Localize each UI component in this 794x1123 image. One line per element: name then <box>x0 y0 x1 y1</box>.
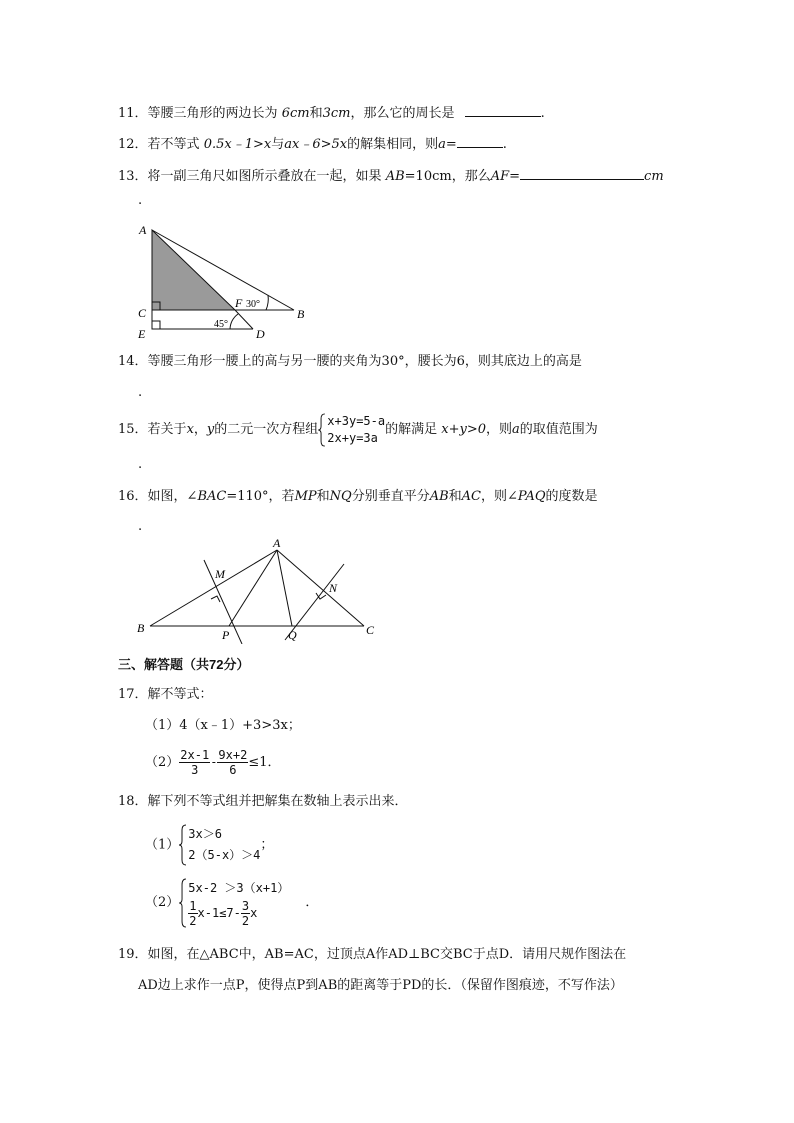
question-15: 15．若关于x，y的二元一次方程组 x+3y=5-a 2x+y=3a 的解满足 x+y>0，则a的取值范围为 <box>118 413 598 445</box>
label-M: M <box>215 567 225 581</box>
label-F: F <box>235 296 243 310</box>
right-angle-E <box>152 321 160 329</box>
label-B: B <box>137 621 145 635</box>
question-12: 12．若不等式 0.5x﹣1>x与ax﹣6>5x的解集相同，则a= . <box>118 134 507 154</box>
question-17: 17．解不等式： <box>118 687 213 702</box>
figure-13-triangles <box>132 220 322 345</box>
q14-end-dot: . <box>138 385 143 400</box>
label-E: E <box>138 327 146 341</box>
label-45: 45° <box>214 319 228 330</box>
label-A: A <box>273 538 281 550</box>
brace-icon <box>179 878 187 928</box>
label-D: D <box>256 327 265 341</box>
label-P: P <box>222 628 230 642</box>
arc-45 <box>230 314 238 329</box>
q17-part1: （1）4（x﹣1）+3>3x； <box>145 718 301 733</box>
answer-blank-12[interactable] <box>457 134 503 148</box>
q18-part1: （1） 3x＞6 2（5-x）＞4 ； <box>145 824 273 866</box>
q18-part2: （2） 5x-2 ＞3（x+1） $\frac{1}{2}$ x-1≤7- $\frac{3}{2}$ x ． <box>145 876 318 930</box>
fraction: $\frac{2x-1}{3}$ <box>180 748 210 777</box>
answer-blank-11[interactable] <box>465 103 541 117</box>
label-C: C <box>138 306 147 320</box>
right-angle-M <box>211 596 220 602</box>
q15-end-dot: . <box>138 457 143 472</box>
label-30: 30° <box>246 299 260 310</box>
question-16: 16．如图，∠BAC=110°，若MP和NQ分别垂直平分AB和AC，则∠PAQ的度数是 <box>118 489 598 504</box>
label-N: N <box>329 581 338 595</box>
brace-icon <box>179 824 187 866</box>
section-3-title: 三、解答题（共72分） <box>118 657 250 672</box>
figure-16-triangle <box>132 538 382 644</box>
q17-part2: （2） $\frac{2x-1}{3}$ - $\frac{9x+2}{6}$ ≤1． <box>145 748 281 777</box>
inequality-system: 5x-2 ＞3（x+1） $\frac{1}{2}$ x-1≤7- $\frac{3}{2}$ x <box>179 878 289 928</box>
q13-end-dot: . <box>138 193 143 208</box>
answer-blank-13[interactable] <box>520 166 644 180</box>
fraction: $\frac{3}{2}$ <box>241 898 250 928</box>
arc-30 <box>266 295 268 310</box>
brace-icon <box>318 413 326 447</box>
label-A: A <box>139 223 147 237</box>
line-FD <box>235 310 253 329</box>
question-13: 13．将一副三角尺如图所示叠放在一起，如果 AB=10cm，那么AF= cm <box>118 166 664 186</box>
q16-end-dot: . <box>138 519 143 534</box>
question-11: 11．等腰三角形的两边长为 6cm和3cm，那么它的周长是 . <box>118 103 545 123</box>
question-14: 14．等腰三角形一腰上的高与另一腰的夹角为30°，腰长为6，则其底边上的高是 <box>118 354 582 369</box>
label-Q: Q <box>288 628 297 642</box>
question-19-line2: AD边上求作一点P，使得点P到AB的距离等于PD的长．（保留作图痕迹，不写作法） <box>138 978 623 993</box>
equation-system: x+3y=5-a 2x+y=3a <box>318 413 385 447</box>
label-C: C <box>366 623 375 637</box>
label-B: B <box>297 307 305 321</box>
fraction: $\frac{1}{2}$ <box>189 898 197 928</box>
fraction: $\frac{9x+2}{6}$ <box>218 748 248 777</box>
line-AP <box>229 550 277 626</box>
question-19: 19．如图，在△ABC中，AB=AC，过顶点A作AD⊥BC交BC于点D．请用尺规作图法在 <box>118 947 627 962</box>
question-18: 18．解下列不等式组并把解集在数轴上表示出来． <box>118 794 408 809</box>
line-AB <box>150 550 277 626</box>
inequality-system: 3x＞6 2（5-x）＞4 <box>179 824 260 866</box>
